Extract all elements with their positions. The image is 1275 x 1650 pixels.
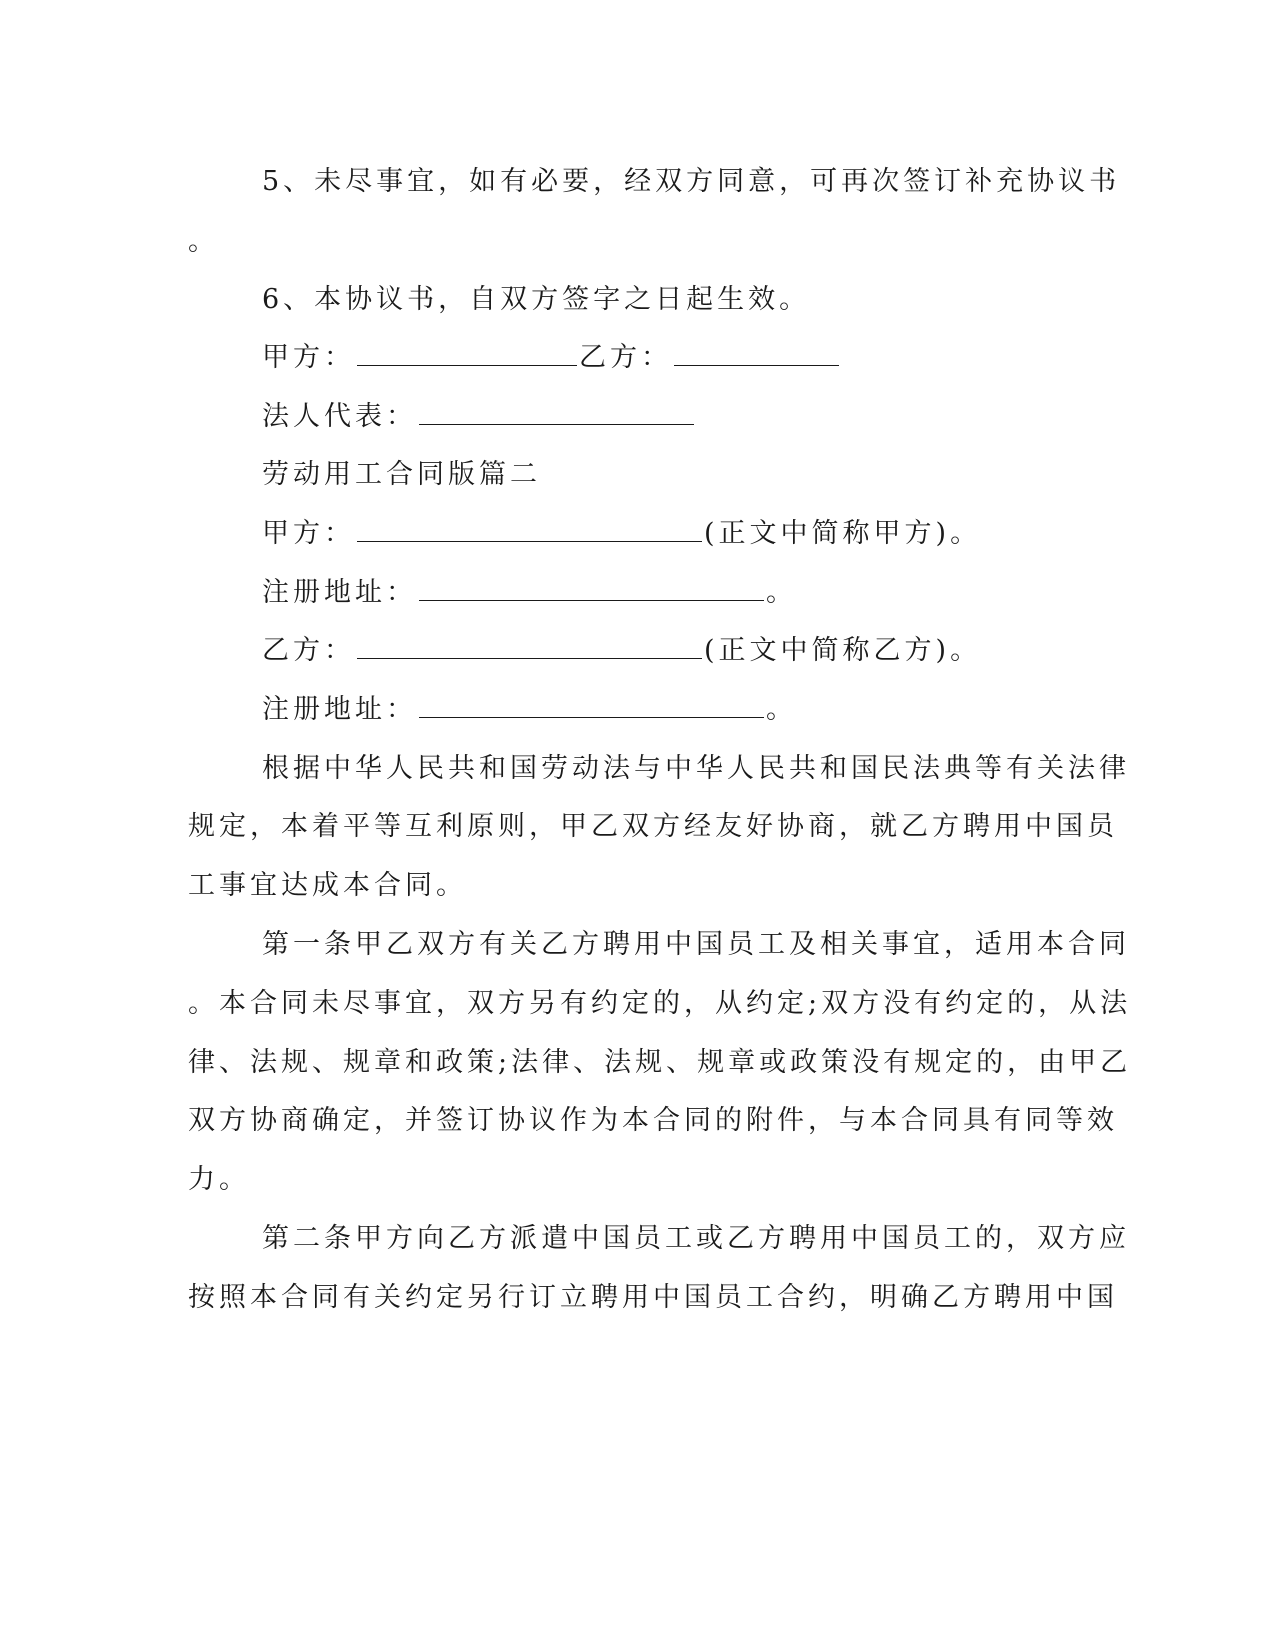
clause-6-text: 6、本协议书，自双方签字之日起生效。 (262, 284, 811, 315)
party-a-line (262, 516, 981, 552)
signature-parties-line (262, 340, 841, 376)
article-1-line-5-text: 力。 (188, 1164, 250, 1195)
party-a-suffix: (正文中简称甲方)。 (704, 518, 982, 549)
section-title-text: 劳动用工合同版篇二 (262, 459, 541, 490)
preamble-line-2 (188, 809, 1118, 845)
party-b-line (262, 633, 981, 669)
signature-party-a-label: 甲方： (262, 342, 355, 373)
party-a-address-suffix: 。 (766, 577, 797, 608)
party-a-address-blank (419, 576, 764, 601)
party-b-address-label: 注册地址： (262, 694, 417, 725)
party-a-address-line (262, 575, 797, 611)
article-1-line-1 (262, 927, 1130, 963)
article-2-line-1-text: 第二条甲方向乙方派遣中国员工或乙方聘用中国员工的，双方应 (262, 1223, 1130, 1254)
article-1-line-1-text: 第一条甲乙双方有关乙方聘用中国员工及相关事宜，适用本合同 (262, 929, 1130, 960)
article-1-line-4-text: 双方协商确定，并签订协议作为本合同的附件，与本合同具有同等效 (188, 1105, 1118, 1136)
clause-5-text: 5、未尽事宜，如有必要，经双方同意，可再次签订补充协议书 (262, 166, 1121, 197)
legal-representative-blank (419, 400, 694, 425)
party-b-blank (357, 634, 702, 659)
party-b-label: 乙方： (262, 635, 355, 666)
article-1-line-2-text: 。本合同未尽事宜，双方另有约定的，从约定;双方没有约定的，从法 (188, 988, 1132, 1019)
signature-party-b-blank (674, 341, 839, 366)
article-1-line-3-text: 律、法规、规章和政策;法律、法规、规章或政策没有规定的，由甲乙 (188, 1047, 1132, 1078)
preamble-line-2-text: 规定，本着平等互利原则，甲乙双方经友好协商，就乙方聘用中国员 (188, 811, 1118, 842)
preamble-line-3-text: 工事宜达成本合同。 (188, 870, 467, 901)
preamble-line-1 (262, 751, 1130, 787)
article-2-line-2-text: 按照本合同有关约定另行订立聘用中国员工合约，明确乙方聘用中国 (188, 1282, 1118, 1313)
article-2-line-1 (262, 1221, 1130, 1257)
signature-party-b-label: 乙方： (579, 342, 672, 373)
party-b-address-suffix: 。 (766, 694, 797, 725)
clause-5-continuation (188, 224, 219, 260)
party-a-address-label: 注册地址： (262, 577, 417, 608)
article-2-line-2 (188, 1280, 1118, 1316)
party-b-address-blank (419, 693, 764, 718)
article-1-line-3 (188, 1045, 1131, 1081)
legal-representative-label: 法人代表： (262, 401, 417, 432)
preamble-line-3 (188, 868, 467, 904)
party-b-suffix: (正文中简称乙方)。 (704, 635, 982, 666)
clause-5 (262, 164, 1120, 200)
party-b-address-line (262, 692, 797, 728)
article-1-line-4 (188, 1103, 1118, 1139)
preamble-line-1-text: 根据中华人民共和国劳动法与中华人民共和国民法典等有关法律 (262, 753, 1130, 784)
article-1-line-5 (188, 1162, 250, 1198)
signature-party-a-blank (357, 341, 577, 366)
party-a-blank (357, 517, 702, 542)
legal-representative-line (262, 399, 696, 435)
article-1-line-2 (188, 986, 1131, 1022)
party-a-label: 甲方： (262, 518, 355, 549)
clause-6 (262, 282, 810, 318)
clause-5-continuation-text: 。 (188, 226, 219, 257)
section-title (262, 457, 541, 493)
